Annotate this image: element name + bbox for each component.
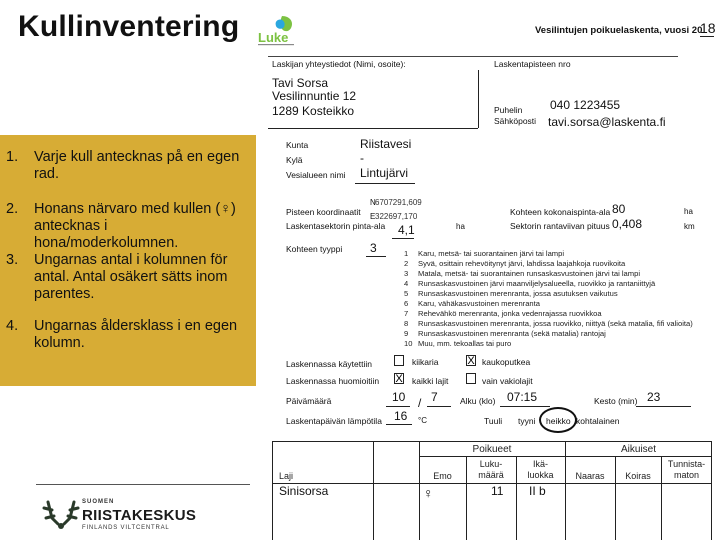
list-item: Rehevähkö merenranta, jonka vedenrajassa ruovikkoa xyxy=(418,309,602,318)
temp-value: 16 xyxy=(394,409,408,423)
instruction-3-number: 3. xyxy=(6,252,19,268)
list-item: Runsaskasvustoinen merenranta, jossa ruovikko, niittyä (sekä matalia, fifi valioita) xyxy=(418,319,693,328)
contact-divider xyxy=(478,70,479,128)
date-day-rule xyxy=(386,406,410,407)
age-header: Ikä- luokka xyxy=(527,459,554,480)
instruction-3-text: Ungarnas antal i kolumnen för antal. Antal osäkert sätts inom parentes. xyxy=(34,252,228,302)
list-item: Runsaskasvustoinen merenranta, jossa asutuksen vaikutus xyxy=(418,289,618,298)
page-number-underline xyxy=(700,36,714,37)
duration-rule xyxy=(636,406,691,407)
temp-label: Laskentapäivän lämpötila xyxy=(286,416,382,426)
riistakeskus-sub: FINLANDS VILTCENTRAL xyxy=(82,525,170,531)
wind-selection-circle xyxy=(539,407,577,433)
sector-area-label: Laskentasektorin pinta-ala xyxy=(286,221,386,231)
date-month-rule xyxy=(427,406,451,407)
instruction-1-number: 1. xyxy=(6,149,19,165)
riistakeskus-emblem xyxy=(40,496,82,532)
duration-value: 23 xyxy=(647,390,661,404)
municipality-label: Kunta xyxy=(286,140,309,150)
instruction-2-text: Honans närvaro med kullen (♀) antecknas i hona/moderkolumnen. xyxy=(34,201,236,251)
village-label: Kylä xyxy=(286,155,303,165)
contact-name: Tavi Sorsa xyxy=(272,76,329,90)
wind-calm-label[interactable]: tyyni xyxy=(518,416,536,426)
noted-label: Laskennassa huomioitiin xyxy=(286,376,380,386)
instruction-1-text: Varje kull antecknas på en egen rad. xyxy=(34,149,240,182)
row-count: 11 xyxy=(491,484,504,498)
total-area-label: Kohteen kokonaispinta-ala xyxy=(510,207,611,217)
mother-header: Emo xyxy=(433,471,452,481)
total-area-value: 80 xyxy=(612,202,626,216)
row-species: Sinisorsa xyxy=(279,484,329,498)
list-number: 4 xyxy=(404,279,409,288)
water-body-label: Vesialueen nimi xyxy=(286,170,346,180)
list-item: Runsaskasvustoinen järvi maanviljelysalueella, ruovikko ja rantaniittyjä xyxy=(418,279,656,288)
instruction-4-text: Ungarnas åldersklass i en egen kolumn. xyxy=(34,318,238,351)
row-age: II b xyxy=(529,484,546,498)
list-item: Karu, metsä- tai suorantainen järvi tai lampi xyxy=(418,249,565,258)
binoculars-checkbox[interactable] xyxy=(394,355,404,366)
email-label: Sähköposti xyxy=(494,116,537,126)
brood-table xyxy=(272,441,712,540)
binoculars-label: kiikaria xyxy=(412,357,439,367)
email-value: tavi.sorsa@laskenta.fi xyxy=(548,115,666,129)
point-no-label: Laskentapisteen nro xyxy=(494,59,571,69)
date-month: 7 xyxy=(431,390,438,404)
temp-rule xyxy=(386,424,412,425)
list-number: 10 xyxy=(404,339,413,348)
water-body-rule xyxy=(355,183,415,184)
water-body-value: Lintujärvi xyxy=(360,166,409,180)
list-item: Syvä, osittain rehevöitynyt järvi, lahdissa laajahkoja ruovikoita xyxy=(418,259,626,268)
used-label: Laskennassa käytettiin xyxy=(286,359,372,369)
start-label: Alku (klo) xyxy=(460,396,496,406)
only-game-label: vain vakiolajit xyxy=(482,376,533,386)
list-item: Matala, metsä- tai suorantainen runsaskasvustoinen järvi tai lampi xyxy=(418,269,641,278)
row-mother: ♀ xyxy=(423,485,434,501)
phone-value: 040 1223455 xyxy=(550,98,621,112)
list-number: 1 xyxy=(404,249,409,258)
date-label: Päivämäärä xyxy=(286,396,332,406)
wind-label: Tuuli xyxy=(484,416,503,426)
list-number: 2 xyxy=(404,259,409,268)
list-number: 5 xyxy=(404,289,409,298)
coord-n-value: 6707291,609 xyxy=(375,198,422,207)
point-type-label: Kohteen tyyppi xyxy=(286,244,343,254)
unidentified-header: Tunnista- maton xyxy=(667,459,706,480)
shoreline-unit: km xyxy=(684,222,695,231)
luke-logo-text: Luke xyxy=(258,30,289,45)
page-number: 18 xyxy=(700,20,716,36)
point-type-value: 3 xyxy=(370,241,377,255)
contact-top-rule xyxy=(268,56,678,57)
list-item: Runsaskasvustoinen merenranta (sekä matalia) rantojaj xyxy=(418,329,606,338)
logo-rule xyxy=(36,484,250,485)
phone-label: Puhelin xyxy=(494,105,523,115)
luke-logo xyxy=(256,14,296,48)
date-slash: / xyxy=(418,396,422,410)
list-number: 3 xyxy=(404,269,409,278)
list-number: 8 xyxy=(404,319,409,328)
only-game-checkbox[interactable] xyxy=(466,373,476,384)
coord-e-value: 322697,170 xyxy=(375,212,418,221)
total-area-unit: ha xyxy=(684,207,693,216)
list-number: 6 xyxy=(404,299,409,308)
sector-area-value: 4,1 xyxy=(398,223,415,237)
shoreline-value: 0,408 xyxy=(612,217,643,231)
all-species-label: kaikki lajit xyxy=(412,376,449,386)
group-broods-header: Poikueet xyxy=(472,444,512,455)
duration-label: Kesto (min) xyxy=(594,396,638,406)
form-heading: Vesilintujen poikuelaskenta, vuosi 20 xyxy=(535,25,703,36)
table-divider xyxy=(615,456,616,540)
sector-area-rule xyxy=(392,238,414,239)
all-species-checkbox[interactable]: X xyxy=(395,373,403,385)
instruction-2-number: 2. xyxy=(6,201,19,217)
instructions-panel xyxy=(0,135,256,386)
scope-label: kaukoputkea xyxy=(482,357,531,367)
list-number: 7 xyxy=(404,309,409,318)
species-header: Laji xyxy=(279,471,294,481)
table-divider xyxy=(419,456,712,457)
contact-label: Laskijan yhteystiedot (Nimi, osoite): xyxy=(272,59,406,69)
wind-moderate-label[interactable]: kohtalainen xyxy=(576,416,620,426)
list-item: Muu, mm. tekoallas tai puro xyxy=(418,339,512,348)
coord-e-label: E xyxy=(370,212,376,221)
instruction-4-number: 4. xyxy=(6,318,19,334)
wind-weak-label[interactable]: heikko xyxy=(546,416,571,426)
scope-checkbox[interactable]: X xyxy=(467,355,475,367)
antler-icon xyxy=(40,496,82,532)
contact-street: Vesilinnuntie 12 xyxy=(272,89,357,103)
group-adults-header: Aikuiset xyxy=(620,444,656,455)
temp-unit: °C xyxy=(418,416,427,425)
riistakeskus-prefix: SUOMEN xyxy=(82,499,115,505)
count-header: Luku- määrä xyxy=(478,459,504,480)
contact-city: 1289 Kosteikko xyxy=(272,104,355,118)
start-value: 07:15 xyxy=(507,390,538,404)
date-day: 10 xyxy=(392,390,406,404)
slide-title: Kullinventering xyxy=(18,10,240,43)
coords-label: Pisteen koordinaatit xyxy=(286,207,361,217)
contact-box-bottom xyxy=(268,128,478,129)
list-number: 9 xyxy=(404,329,409,338)
start-rule xyxy=(500,406,550,407)
sector-area-unit: ha xyxy=(456,222,465,231)
riistakeskus-name: RIISTAKESKUS xyxy=(82,507,197,524)
point-type-rule xyxy=(366,256,386,257)
coord-n-label: N xyxy=(370,198,376,207)
list-item: Karu, vähäkasvustoinen merenranta xyxy=(418,299,540,308)
table-divider xyxy=(373,442,374,540)
male-header: Koiras xyxy=(625,471,651,481)
shoreline-label: Sektorin rantaviivan pituus xyxy=(510,221,610,231)
municipality-value: Riistavesi xyxy=(360,137,412,151)
village-value: - xyxy=(360,151,364,165)
female-header: Naaras xyxy=(575,471,605,481)
